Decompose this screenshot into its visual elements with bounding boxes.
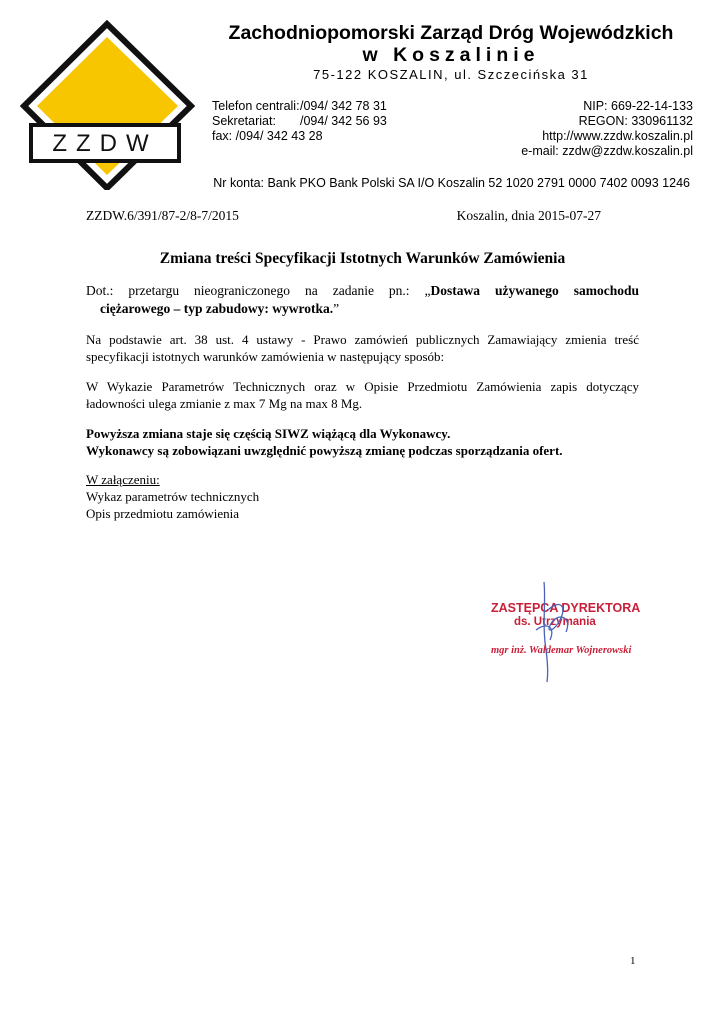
attachments-label: W załączeniu:	[86, 472, 160, 487]
stamp-line-1: ZASTĘPCA DYREKTORA	[491, 601, 641, 615]
regon: REGON: 330961132	[578, 114, 693, 128]
paragraph-1	[86, 331, 639, 365]
contact-ids	[521, 99, 693, 159]
nip: NIP: 669-22-14-133	[583, 99, 693, 113]
org-name-line1: Zachodniopomorski Zarząd Dróg Wojewódzkich	[228, 22, 674, 44]
paragraph-2	[86, 378, 639, 412]
logo-text: ZZDW	[52, 130, 158, 157]
handwritten-signature	[536, 582, 568, 682]
phone-label: Telefon centrali:	[212, 99, 300, 113]
fax-label: fax:	[212, 129, 233, 143]
paragraph-1-line-2: specyfikacji istotnych warunków zamówienia w następujący sposób:	[86, 349, 445, 364]
subject-bold-1: Dostawa używanego samochodu	[430, 283, 640, 298]
attachments	[86, 471, 639, 522]
bold-notice	[86, 425, 639, 459]
signature-reference: ZZDW.6/391/87-2/8-7/2015	[86, 208, 239, 223]
org-address: 75-122 KOSZALIN, ul. Szczecińska 31	[313, 67, 589, 82]
attachment-item: Wykaz parametrów technicznych	[86, 489, 260, 504]
place-date: Koszalin, dnia 2015-07-27	[456, 208, 601, 223]
attachment-item: Opis przedmiotu zamówienia	[86, 506, 240, 521]
org-name-line2: w Koszalinie	[362, 44, 540, 66]
fax-value: /094/ 342 43 28	[235, 129, 323, 143]
secretariat-label: Sekretariat:	[212, 114, 276, 128]
email-link[interactable]: e-mail: zzdw@zzdw.koszalin.pl	[521, 144, 693, 158]
paragraph-2-line-1: W Wykazie Parametrów Technicznych oraz w Opisie Przedmiotu Zamówienia zapis dotyczący	[86, 379, 639, 394]
paragraph-1-line-1: Na podstawie art. 38 ust. 4 ustawy - Prawo zamówień publicznych Zamawiający zmienia treść	[86, 332, 639, 347]
document-title: Zmiana treści Specyfikacji Istotnych Warunków Zamówienia	[159, 250, 566, 267]
page-number: 1	[630, 955, 636, 967]
contact-phones	[212, 99, 387, 144]
paragraph-2-line-2: ładowności ulega zmianie z max 7 Mg na max 8 Mg.	[86, 396, 363, 411]
subject-prefix: Dot.: przetargu nieograniczonego na zadanie pn.: „	[86, 283, 431, 298]
secretariat-value: /094/ 342 56 93	[300, 114, 387, 128]
subject	[86, 282, 639, 318]
zzdw-logo	[20, 20, 195, 190]
bold-notice-line-2: Wykonawcy są zobowiązani uwzględnić powyższą zmianę podczas sporządzania ofert.	[86, 443, 563, 458]
website-link[interactable]: http://www.zzdw.koszalin.pl	[542, 129, 693, 143]
bank-account: Nr konta: Bank PKO Bank Polski SA I/O Koszalin 52 1020 2791 0000 7402 0093 1246	[213, 176, 690, 190]
stamp-line-2: ds. Utrzymania	[514, 616, 596, 628]
subject-quote-close: ”	[333, 301, 340, 316]
stamp-line-3: mgr inż. Waldemar Wojnerowski	[491, 645, 632, 656]
official-stamp	[486, 570, 646, 690]
subject-bold-2: ciężarowego – typ zabudowy: wywrotka.	[100, 301, 334, 316]
bold-notice-line-1: Powyższa zmiana staje się częścią SIWZ wiążącą dla Wykonawcy.	[86, 426, 451, 441]
phone-value: /094/ 342 78 31	[300, 99, 387, 113]
